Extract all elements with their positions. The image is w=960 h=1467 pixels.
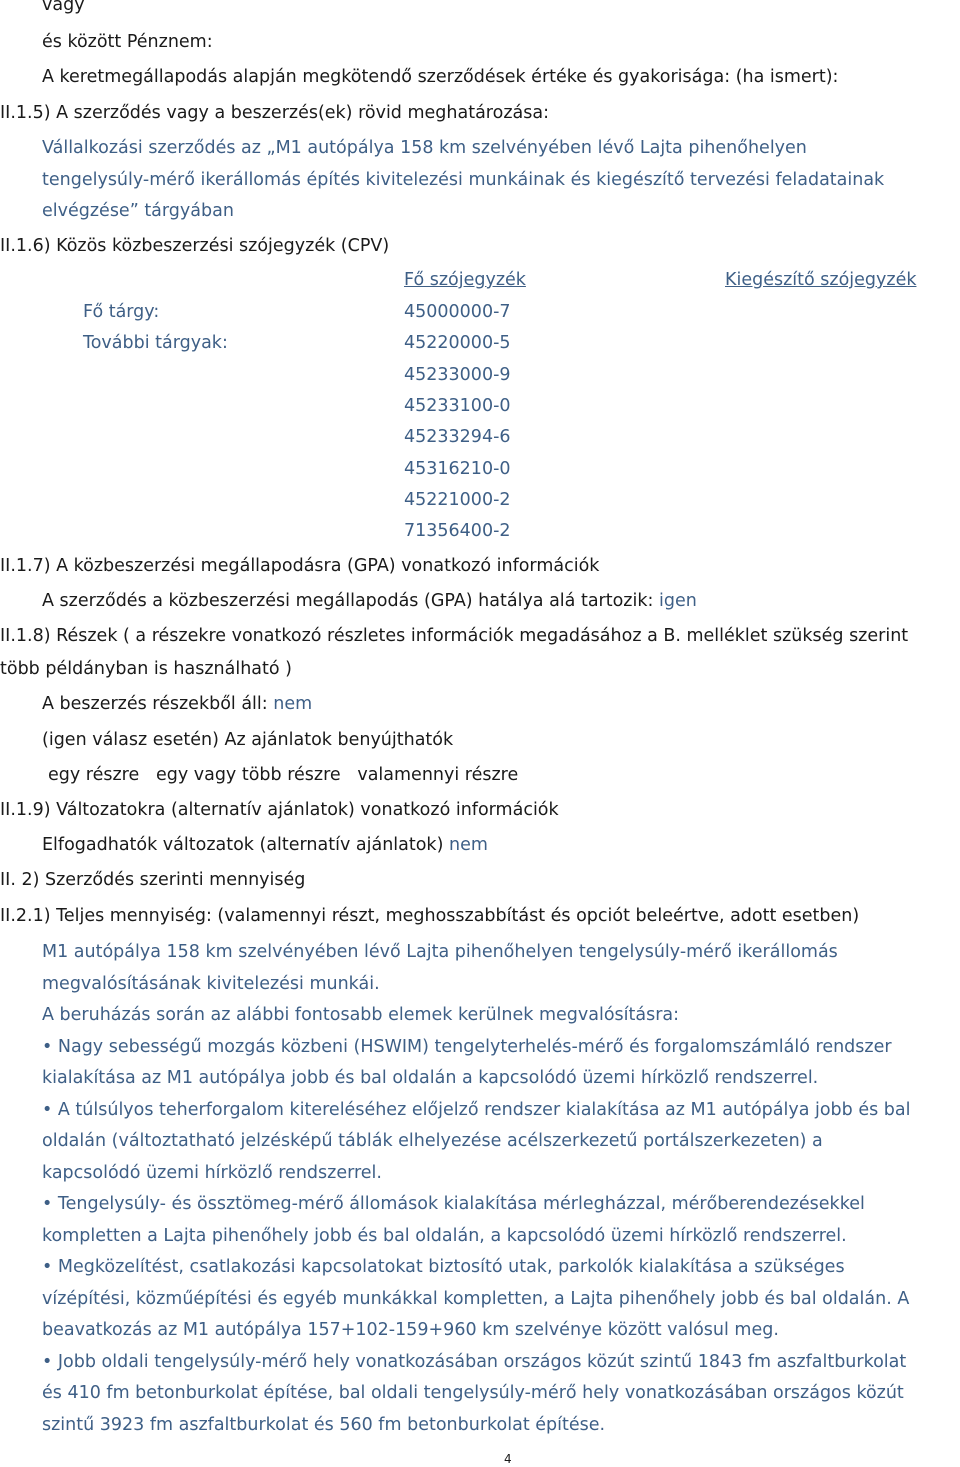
parts-answer: nem — [273, 694, 313, 714]
section-heading-ii-2: II. 2) Szerződés szerinti mennyiség — [0, 870, 306, 890]
cpv-column-extra: Kiegészítő szójegyzék — [725, 270, 917, 290]
quantity-text: vízépítési, közműépítési és egyéb munkákkal kompletten, a Lajta pihenőhely jobb és bal oldalán. A — [42, 1289, 910, 1309]
quantity-bullet: • Tengelysúly- és össztömeg-mérő állomások kialakítása mérlegházzal, mérőberendezésekkel — [42, 1194, 865, 1214]
text-es-kozott: és között Pénznem: — [42, 32, 213, 52]
answer-text: Vállalkozási szerződés az „M1 autópálya 158 km szelvényében lévő Lajta pihenőhelyen — [42, 138, 807, 158]
quantity-text: A beruházás során az alábbi fontosabb elemek kerülnek megvalósításra: — [42, 1005, 680, 1025]
text-vagy: vagy — [42, 0, 85, 15]
answer-text: tengelysúly-mérő ikerállomás építés kivitelezési munkáinak és kiegészítő tervezési feladatainak — [42, 170, 885, 190]
quantity-bullet: • Megközelítést, csatlakozási kapcsolatokat biztosító utak, parkolók kialakítása a szükséges — [42, 1257, 845, 1277]
cpv-additional-code: 45233100-0 — [404, 396, 511, 416]
text-keretmegallapodas: A keretmegállapodás alapján megkötendő szerződések értéke és gyakorisága: (ha ismert): — [42, 67, 839, 87]
section-heading-ii-2-1: II.2.1) Teljes mennyiség: (valamennyi részt, meghosszabbítást és opciót beleértve, adott esetben) — [0, 906, 860, 926]
parts-question: A beszerzés részekből áll: — [42, 694, 268, 714]
quantity-bullet: • A túlsúlyos teherforgalom kiterelés​éhez előjelző rendszer kialakítása az M1 autópálya jobb és bal — [42, 1100, 911, 1120]
gpa-answer: igen — [658, 591, 697, 611]
quantity-text: megvalósításának kivitelezési munkái. — [42, 974, 380, 994]
cpv-additional-code: 71356400-2 — [404, 521, 511, 541]
quantity-text: beavatkozás az M1 autópálya 157+102-159+960 km szelvénye között valósul meg. — [42, 1320, 779, 1340]
cpv-additional-label: További tárgyak: — [83, 333, 228, 353]
variants-row — [42, 834, 488, 856]
cpv-main-label: Fő tárgy: — [83, 302, 160, 322]
section-heading-ii-1-9: II.1.9) Változatokra (alternatív ajánlatok) vonatkozó információk — [0, 800, 559, 820]
gpa-question: A szerződés a közbeszerzési megállapodás (GPA) hatálya alá tartozik: — [42, 591, 654, 611]
variants-answer: nem — [448, 835, 488, 855]
section-heading-ii-1-7: II.1.7) A közbeszerzési megállapodásra (GPA) vonatkozó információk — [0, 556, 600, 576]
quantity-text: oldalán (változtatható jelzésképű táblák elhelyezése acélszerkezetű portálszerkezeten) a — [42, 1131, 823, 1151]
quantity-text: kapcsolódó üzemi hírközlő rendszerrel. — [42, 1163, 382, 1183]
section-heading-ii-1-8: II.1.8) Részek ( a részekre vonatkozó részletes információk megadásához a B. melléklet szükség szerint — [0, 626, 909, 646]
cpv-additional-code: 45233294-6 — [404, 427, 511, 447]
quantity-text: kialakítása az M1 autópálya jobb és bal oldalán a kapcsolódó üzemi hírközlő rendszerrel. — [42, 1068, 819, 1088]
section-heading-ii-1-8-cont: több példányban is használható ) — [0, 659, 292, 679]
quantity-text: kompletten a Lajta pihenőhely jobb és bal oldalán, a kapcsolódó üzemi hírközlő rendszerrel. — [42, 1226, 847, 1246]
section-heading-ii-1-6: II.1.6) Közös közbeszerzési szójegyzék (CPV) — [0, 236, 390, 256]
variants-question: Elfogadhatók változatok (alternatív ajánlatok) — [42, 835, 444, 855]
quantity-bullet: • Jobb oldali tengelysúly-mérő hely vonatkozásában országos közút szintű 1843 fm aszfaltburkolat — [42, 1352, 907, 1372]
cpv-main-code: 45000000-7 — [404, 302, 511, 322]
cpv-additional-code: 45316210-0 — [404, 459, 511, 479]
section-heading-ii-1-5: II.1.5) A szerződés vagy a beszerzés(ek) rövid meghatározása: — [0, 103, 549, 123]
quantity-bullet: • Nagy sebességű mozgás közbeni (HSWIM) tengelyterhelés-mérő és forgalomszámláló rendszer — [42, 1037, 892, 1057]
page-number: 4 — [504, 1452, 512, 1466]
cpv-additional-code: 45220000-5 — [404, 333, 511, 353]
quantity-text: szintű 3923 fm aszfaltburkolat és 560 fm betonburkolat építése. — [42, 1415, 606, 1435]
cpv-additional-code: 45233000-9 — [404, 365, 511, 385]
cpv-additional-code: 45221000-2 — [404, 490, 511, 510]
quantity-text: M1 autópálya 158 km szelvényében lévő Lajta pihenőhelyen tengelysúly-mérő ikerállomás — [42, 942, 838, 962]
parts-row — [42, 693, 312, 715]
quantity-text: és 410 fm betonburkolat építése, bal oldali tengelysúly-mérő hely vonatkozásában országos közút — [42, 1383, 904, 1403]
cpv-column-main: Fő szójegyzék — [404, 270, 526, 290]
parts-options: egy részre egy vagy több részre valamennyi részre — [48, 765, 519, 785]
gpa-row — [42, 590, 697, 612]
parts-if-yes: (igen válasz esetén) Az ajánlatok benyújthatók — [42, 730, 454, 750]
answer-text: elvégzése” tárgyában — [42, 201, 234, 221]
